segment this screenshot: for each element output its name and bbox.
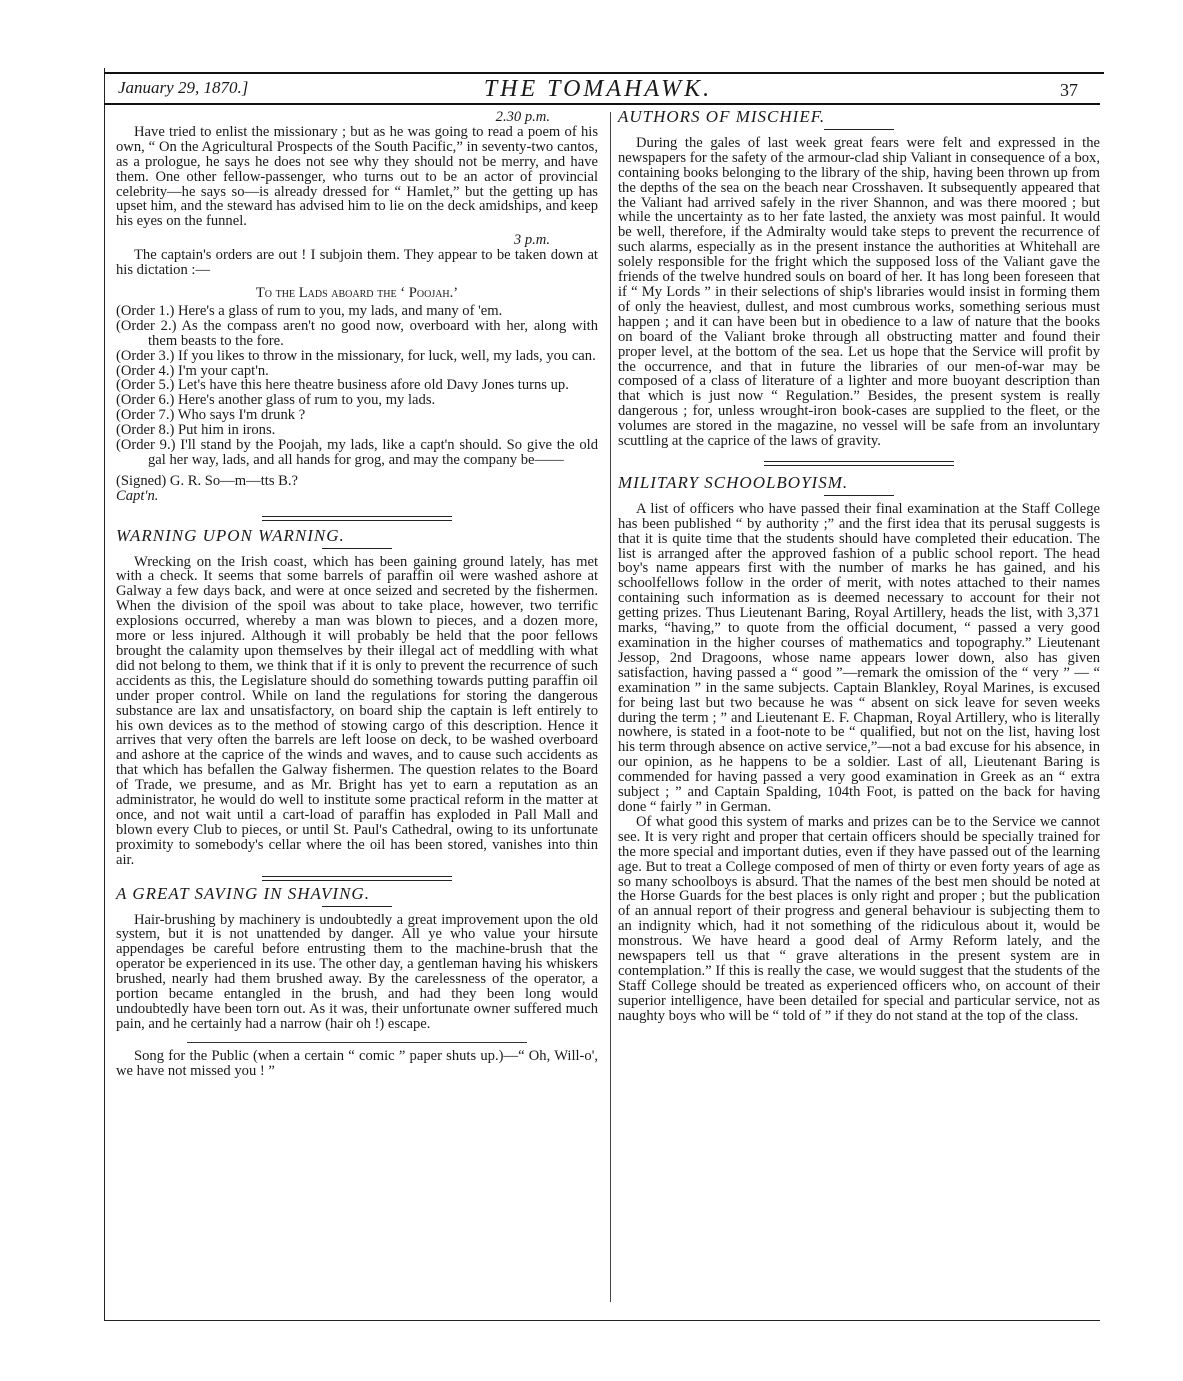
order-item: (Order 1.) Here's a glass of rum to you, my lads, and many of 'em. [116, 302, 503, 319]
heading-rule [824, 495, 894, 496]
signature: (Signed) G. R. So—m—tts B.? [116, 472, 299, 489]
page-frame-left [104, 68, 105, 1320]
section-divider [262, 876, 452, 881]
article-heading-shaving: A GREAT SAVING IN SHAVING. [116, 883, 370, 903]
article-body-warning: Wrecking on the Irish coast, which has been gaining ground lately, has met with a check. It seems that some barrels of paraffin oil were washed ashore at Galway a few days back, and were at once seized and secreted by the fishermen. When the division of the spoil was about to take place, however, two terrific explosions occurred, whereby a man was blown to pieces, and a dozen more, more or less injured. Although it will probably be held that the poor fellows brought the calamity upon themselves by their illegal act of meddling with what did not belong to them, we think that if it is only to prevent the recurrence of such accidents as this, the Legislature should do something towards putting paraffin oil under proper control. While on land the regulations for storing the dangerous substance are lax and unsatisfactory, on board ship the captain is left entirely to his own devices as to the method of stowing cargo of this description. Hence it arrives that very often the barrels are left loose on deck, to be washed overboard and ashore at the caprice of the winds and waves, and to cause such accidents as that which has befallen the Galway fishermen. The question relates to the Board of Trade, we presume, and as Mr. Bright has yet to earn a reputation as an administrator, he would do well to institute some practical reform in the matter at once, and not wait until a cart-load of paraffin has exploded in Pall Mall and blown every Club to pieces, or until St. Paul's Cathedral, owing to its unfortunate proximity to somebody's cellar where the oil has been stored, vanishes into thin air. [116, 553, 598, 868]
order-item: (Order 2.) As the compass aren't no good now, overboard with her, along with them beasts to the fore. [116, 317, 598, 349]
order-item: (Order 9.) I'll stand by the Poojah, my lads, like a capt'n should. So give the old gal her way, lads, and all hands for grog, and may the company be—— [116, 437, 598, 468]
heading-rule [824, 129, 894, 130]
masthead-rule [104, 103, 1100, 105]
diary-time-2: 3 p.m. [513, 232, 550, 249]
signature-title: Capt'n. [116, 487, 159, 504]
orders-list [116, 304, 598, 468]
page-frame-bottom [104, 1320, 1100, 1321]
order-item: (Order 5.) Let's have this here theatre business afore old Davy Jones turns up. [116, 377, 569, 394]
article-body-military-1: A list of officers who have passed their final examination at the Staff College has been published “ by authority ;” and the first idea that its perusal suggests is that it is quite time that the students should have completed their education. The list is arranged after the approved fashion of a public school report. The head boy's name appears first with the number of marks he has gained, and his schoolfellows follow in the order of merit, with notes attached to their names containing such information as is deemed necessary to account for their not getting prizes. Thus Lieutenant Baring, Royal Artillery, heads the list, with 3,371 marks, “having,” to quote from the official document, “ passed a very good examination in the higher courses of mathematics and topography.” Lieutenant Jessop, 2nd Dragoons, whose name appears lower down, also has given satisfaction, having passed a “ good ”—remark the omission of the “ very ” — “ examination ” in the same subjects. Captain Blankley, Royal Marines, is excused for being last but two because he was “ absent on sick leave for seven weeks during the term ; ” and Lieutenant E. F. Chapman, Royal Artillery, who is literally nowhere, is stated in a foot-note to be “ qualified, but not on the list, having lost his term through absence on active service,”—not a bad excuse for his absence, in our opinion, as he happens to be a soldier. Last of all, Lieutenant Baring is commended for having passed a very good examination in Greek as an “ extra subject ; ” and Captain Spalding, 104th Foot, is patted on the back for having done “ fairly ” in German. [618, 500, 1100, 815]
publication-title: THE TOMAHAWK. [483, 76, 713, 102]
top-rule [104, 72, 1104, 74]
section-divider [262, 516, 452, 521]
order-item: (Order 7.) Who says I'm drunk ? [116, 407, 306, 424]
order-item: (Order 6.) Here's another glass of rum to you, my lads. [116, 392, 436, 409]
article-body-authors: During the gales of last week great fears were felt and expressed in the newspapers for the safety of the armour-clad ship Valiant in consequence of a box, containing books belonging to the library of the ship, having been thrown up from the depths of the sea on the beach near Crosshaven. It subsequently appeared that the Valiant had arrived safely in the river Shannon, and was there moored ; but while the uncertainty as to her fate lasted, the anxiety was most painful. It would be well, therefore, if the Admiralty would take steps to prevent the recurrence of such alarms, especially as in the present instance the authorities at Whitehall are solely responsible for the fright which the supposed loss of the Valiant gave the friends of the twelve hundred souls on board of her. It has long been foreseen that if “ My Lords ” in their selections of ship's libraries would insist in forming them of only the heaviest, dullest, and most cumbrous works, something serious must happen ; and it can have been but in obedience to a law of nature that the books on board of the Valiant broke through all obstructing matter and found their proper level, at the bottom of the sea. Let us hope that the Service will profit by the occurrence, and that in future the libraries of our men-of-war may be composed of a class of literature of a lighter and more buoyant description than that which is just now “ Regulation.” Besides, the present system is really dangerous ; for, unless wrought-iron book-cases are supplied to the fleet, or the volumes are stored in the magazine, no vessel will be safe from an involuntary scuttling at the caprice of the laws of gravity. [618, 134, 1100, 450]
left-column [116, 110, 598, 1079]
issue-date: January 29, 1870.] [118, 78, 249, 97]
article-body-military-2: Of what good this system of marks and prizes can be to the Service we cannot see. It is very right and proper that certain officers should be specially trained for the more special and important duties, even if they have passed out of the learning age. But to treat a College composed of men of thirty or even forty years of age as so many schoolboys is absurd. That the names of the best men should be noted at the Horse Guards for the best places is only right and proper ; but the publication of an annual report of their progress and general behaviour is subjecting them to an indignity which, had it not something of the ridiculous about it, would be monstrous. We have heard a good deal of Army Reform lately, and the newspapers tell us that “ grave alterations in the present system are in contemplation.” If this is really the case, we would suggest that the students of the Staff College should be treated as experienced officers who, on account of their superior intelligence, have been detailed for special and particular service, not as naughty boys who will be “ told of ” if they do not stand at the top of the class. [618, 813, 1100, 1024]
right-column [618, 107, 1100, 1024]
order-item: (Order 4.) I'm your capt'n. [116, 362, 269, 379]
diary-paragraph-1: Have tried to enlist the missionary ; but as he was going to read a poem of his own, “ On the Agricultural Prospects of the South Pacific,” in seventy-two cantos, as a prologue, he says he does not see why they should not be merry, and have them. One other fellow-passenger, who turns out to be an actor of provincial celebrity—he says so—is already dressed for “ Hamlet,” but the getting up has upset him, and the steward has advised him to lie on the deck amidships, and keep his eyes on the funnel. [116, 123, 598, 230]
article-heading-authors: AUTHORS OF MISCHIEF. [618, 107, 826, 126]
section-divider [764, 461, 954, 466]
heading-rule [322, 906, 392, 907]
article-body-shaving: Hair-brushing by machinery is undoubtedly a great improvement upon the old system, but it is not unattended by danger. All ye who value your hirsute appendages be careful before entrusting them to the machine-brush that the operator be experienced in its use. The other day, a gentleman having his whiskers brushed, nearly had them brushed away. By the carelessness of the operator, a portion became entangled in the brush, and had they been long would undoubtedly have been torn out. As it was, their unfortunate owner suffered much pain, and he certainly had a narrow (hair oh !) escape. [116, 911, 598, 1032]
section-divider [187, 1042, 527, 1043]
masthead [118, 78, 1078, 102]
order-item: (Order 8.) Put him in irons. [116, 422, 276, 439]
order-item: (Order 3.) If you likes to throw in the missionary, for luck, well, my lads, you can. [116, 347, 596, 364]
diary-time-1: 2.30 p.m. [495, 109, 550, 125]
column-separator [610, 112, 611, 1302]
heading-rule [322, 548, 392, 549]
diary-paragraph-2: The captain's orders are out ! I subjoin them. They appear to be taken down at his dictation :— [116, 247, 598, 279]
article-heading-warning: WARNING UPON WARNING. [116, 525, 345, 545]
song-note: Song for the Public (when a certain “ comic ” paper shuts up.)—“ Oh, Will-o', we have not missed you ! ” [116, 1047, 598, 1079]
orders-heading: To the Lads aboard the ‘ Poojah.’ [255, 284, 459, 301]
article-heading-military: MILITARY SCHOOLBOYISM. [618, 472, 849, 492]
page-number: 37 [1060, 80, 1078, 100]
